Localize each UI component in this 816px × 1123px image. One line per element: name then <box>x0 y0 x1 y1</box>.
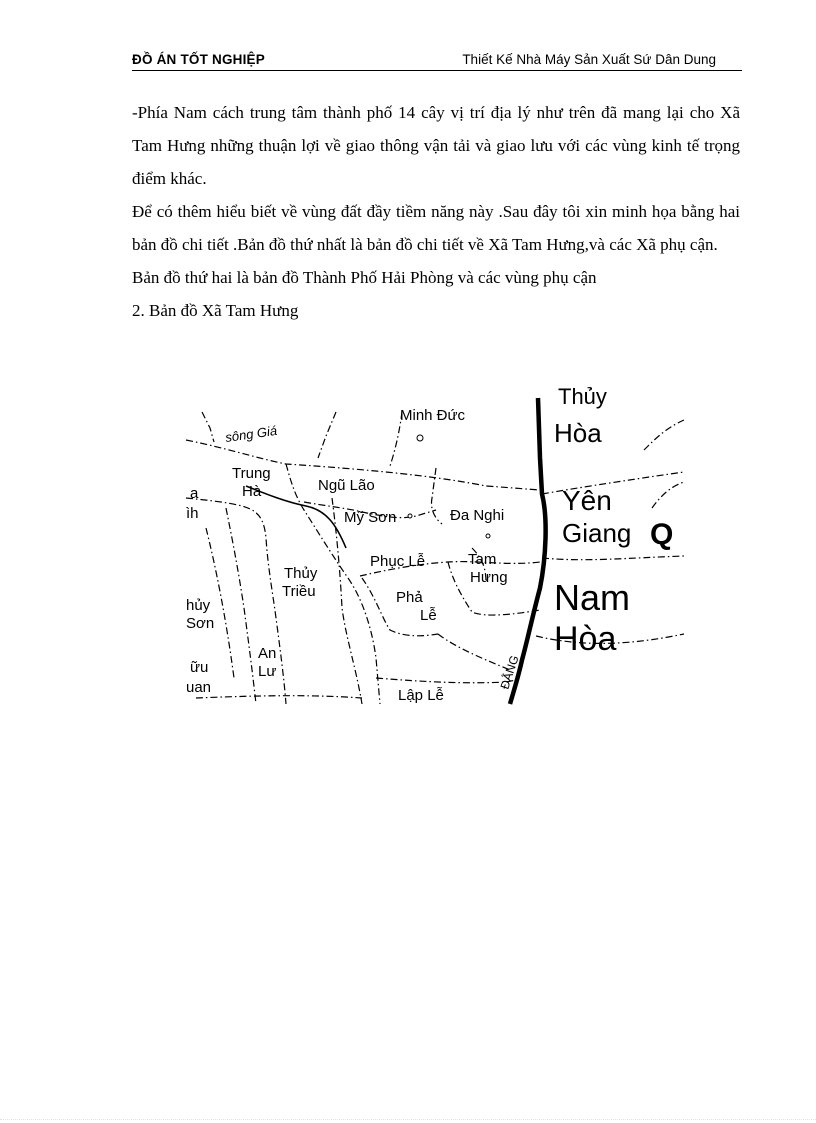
label-thuy-trieu-1: Thủy <box>284 565 318 582</box>
label-tam-hung-1: Tam <box>468 551 497 568</box>
map-canvas <box>186 384 684 704</box>
label-an-lu-1: An <box>258 645 277 662</box>
label-trung-ha-2: Hà <box>242 483 262 500</box>
label-lap-le: Lập Lễ <box>398 687 444 704</box>
label-yen-giang-1: Yên <box>562 485 612 516</box>
label-yen-giang-2: Giang <box>562 518 632 548</box>
label-my-son: Mỹ Sơn <box>344 509 397 526</box>
label-huu-quan-2: uan <box>186 679 212 696</box>
label-an-lu-2: Lư <box>258 663 277 680</box>
label-tam-hung-2: Hưng <box>470 569 508 586</box>
label-pha-le-1: Phả <box>396 589 423 606</box>
label-thuy-trieu-2: Triều <box>282 583 316 600</box>
label-minh-duc: Minh Đức <box>400 407 466 424</box>
label-thuy-son-2: Sơn <box>186 615 215 632</box>
paragraph-location: -Phía Nam cách trung tâm thành phố 14 cây vị trí địa lý như trên đã mang lại cho Xã Tam Hưng những thuận lợi về giao thông vận tải và giao lưu với các vùng kinh tế trọng điểm khác. <box>132 103 740 188</box>
tam-hung-map <box>186 384 684 704</box>
label-thuy-top-fragment: Thủy <box>558 384 607 409</box>
label-ngu-lao: Ngũ Lão <box>318 477 375 494</box>
label-nam-hoa-2: Hòa <box>554 620 617 658</box>
paragraph-intro-maps: Để có thêm hiểu biết về vùng đất đầy tiềm năng này .Sau đây tôi xin minh họa bằng hai bản đồ chi tiết .Bản đồ thứ nhất là bản đồ chi tiết về Xã Tam Hưng,và các Xã phụ cận. <box>132 202 740 254</box>
label-trung-ha-1: Trung <box>232 465 271 482</box>
body-text <box>132 96 740 327</box>
paragraph-second-map: Bản đồ thứ hai là bản đồ Thành Phố Hải Phòng và các vùng phụ cận <box>132 268 597 287</box>
section-heading: 2. Bản đồ Xã Tam Hưng <box>132 301 299 320</box>
page-header <box>132 50 742 71</box>
label-ih-fragment: ìh <box>186 505 199 522</box>
label-pha-le-2: Lễ <box>420 607 437 624</box>
label-da-nghi: Đa Nghi <box>450 507 505 524</box>
label-phuc-le: Phục Lễ <box>370 553 426 570</box>
header-title: ĐỒ ÁN TỐT NGHIỆP <box>132 52 265 67</box>
page-bottom-divider <box>0 1119 816 1120</box>
label-a-fragment: a <box>190 485 199 502</box>
label-thuy-son-1: hủy <box>186 597 211 614</box>
label-hoa-top: Hòa <box>554 418 602 448</box>
label-huu-quan-1: ữu <box>190 659 209 676</box>
label-song-gia: sông Giá <box>224 422 278 445</box>
label-q-mark: Q <box>650 518 674 551</box>
label-river: ĐẰNG <box>497 653 522 691</box>
label-nam-hoa-1: Nam <box>554 577 631 618</box>
header-subtitle: Thiết Kế Nhà Máy Sản Xuất Sứ Dân Dung <box>462 52 716 67</box>
